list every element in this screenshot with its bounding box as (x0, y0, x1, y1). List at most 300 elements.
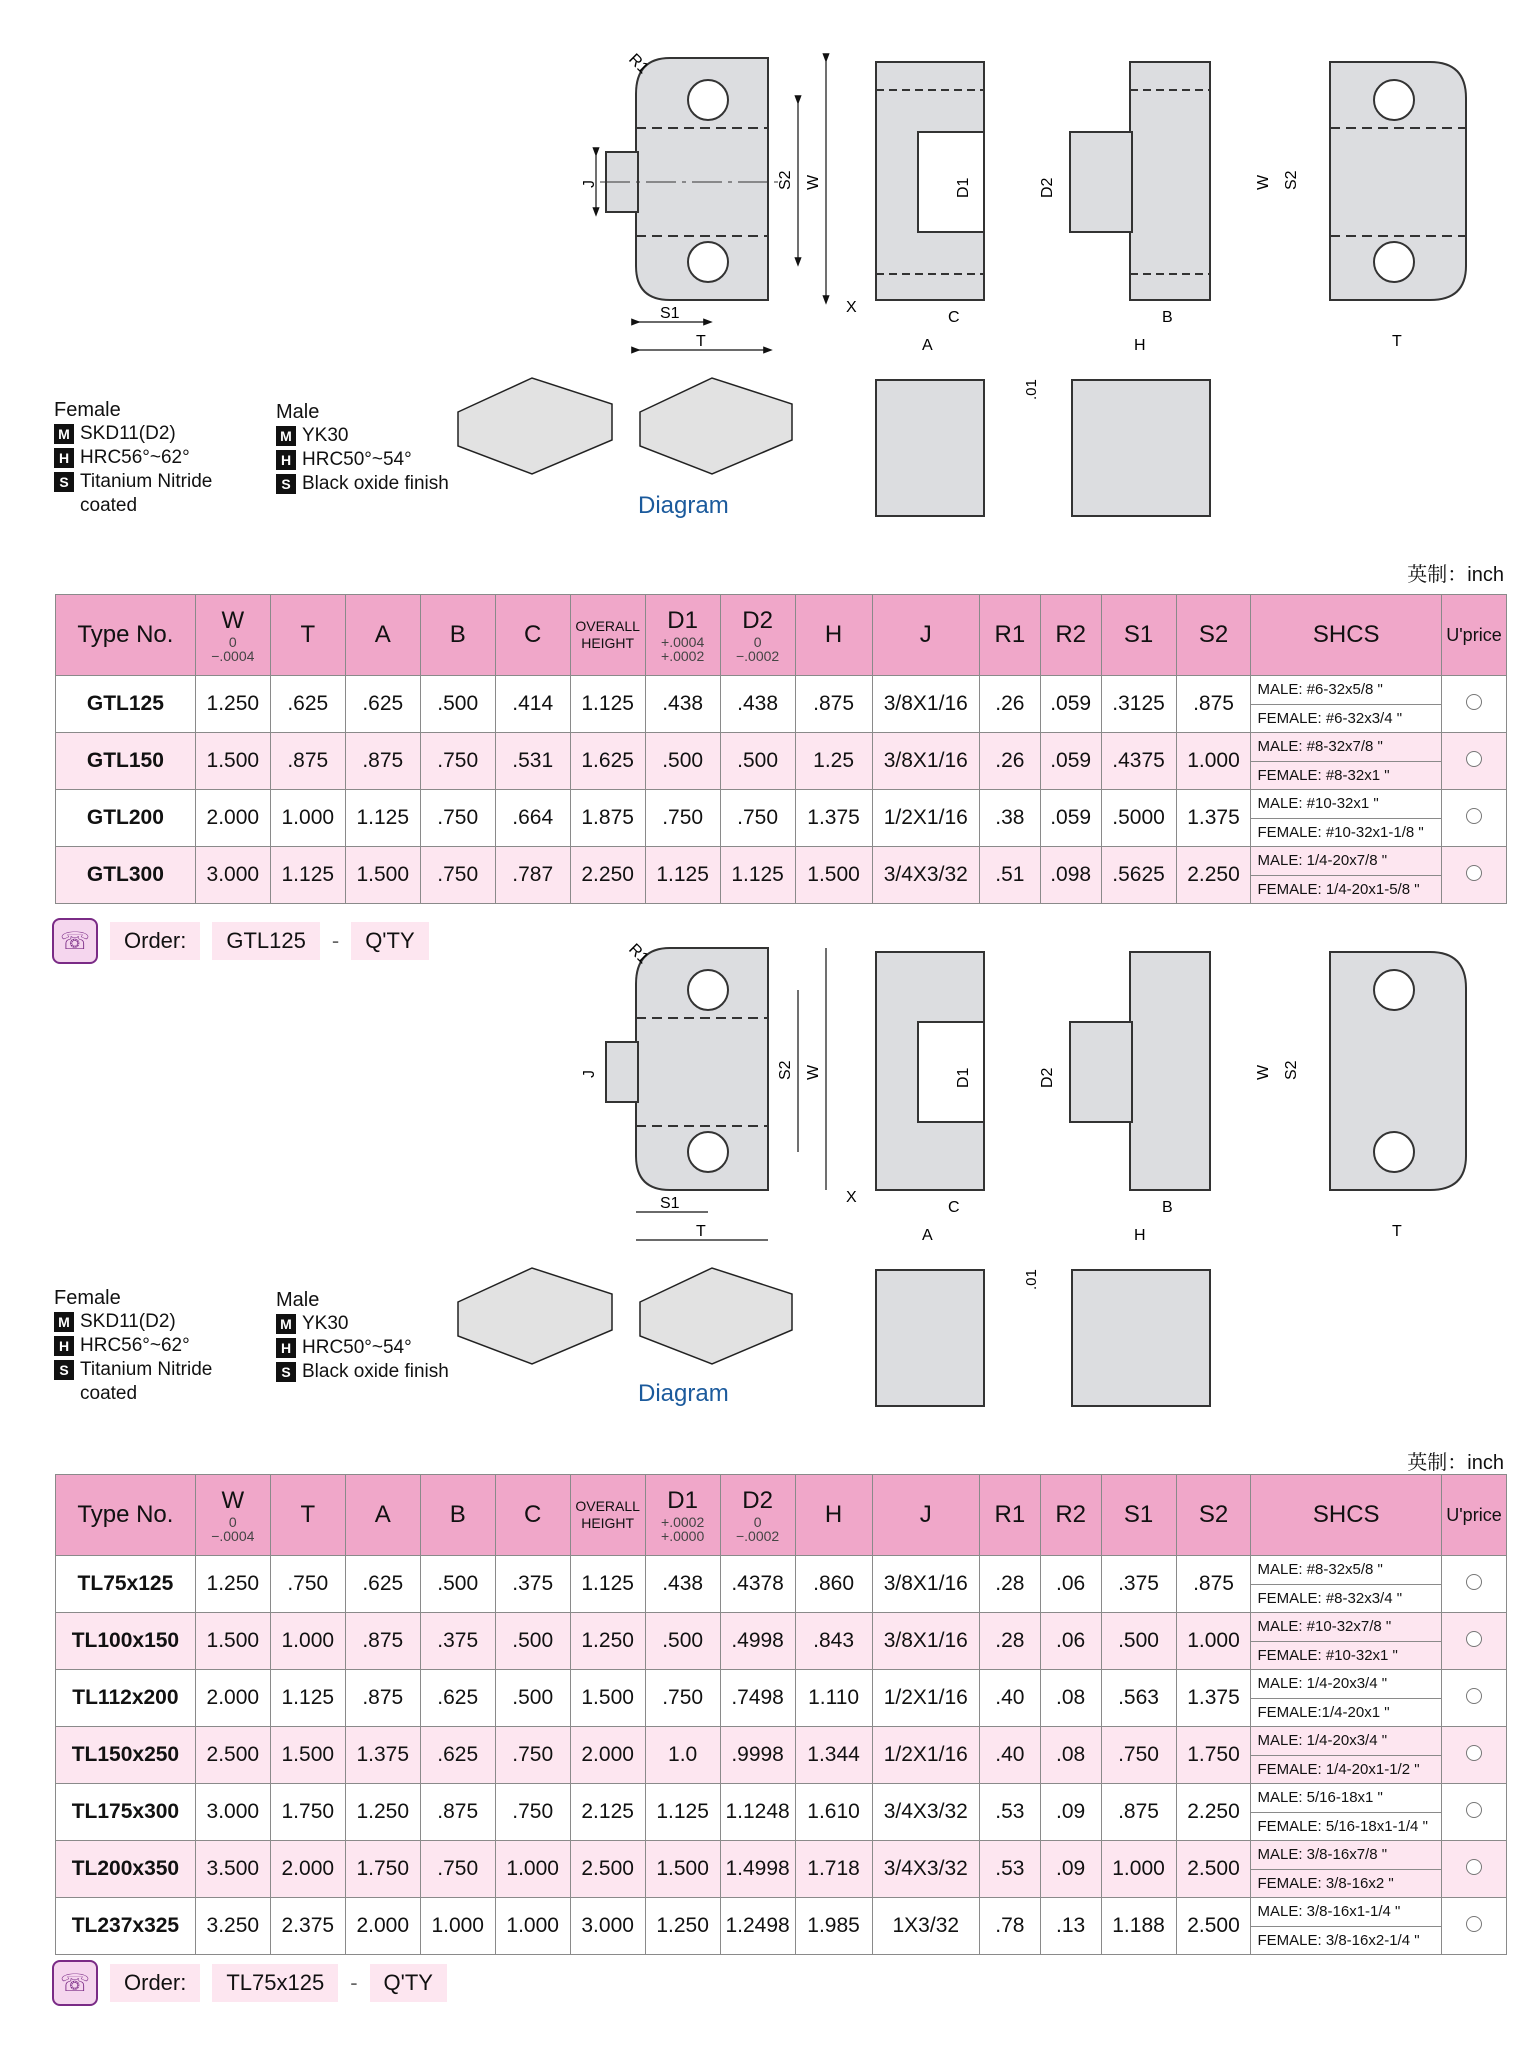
type-cell: GTL200 (56, 790, 196, 847)
cell-w: 1.500 (195, 733, 270, 790)
select-radio[interactable] (1466, 1631, 1482, 1647)
shcs-female: FEMALE: #8-32x1 " (1257, 766, 1390, 784)
shcs-cell (1251, 1727, 1441, 1784)
cell-t: 1.000 (270, 1613, 345, 1670)
cell-t: .875 (270, 733, 345, 790)
cell-s2: 1.000 (1176, 733, 1251, 790)
cell-c: .531 (495, 733, 570, 790)
male-hardness: HRC50°~54° (302, 1337, 412, 1358)
cell-c: .750 (495, 1784, 570, 1841)
order-qty[interactable]: Q'TY (351, 922, 428, 960)
order-code[interactable]: TL75x125 (212, 1964, 338, 2002)
cell-r2: .09 (1040, 1784, 1101, 1841)
dim-a: A (922, 1227, 933, 1244)
cell-s1: .500 (1101, 1613, 1176, 1670)
cell-d1: .750 (645, 1670, 720, 1727)
cell-c: .500 (495, 1613, 570, 1670)
hardness-icon: H (276, 1338, 296, 1358)
select-radio[interactable] (1466, 1802, 1482, 1818)
cell-oh: 2.000 (570, 1727, 645, 1784)
col-s2: S2 (1176, 595, 1251, 676)
male-side-view (1070, 952, 1210, 1190)
dim-h: H (1134, 337, 1146, 354)
cell-w: 1.250 (195, 676, 270, 733)
shcs-female: FEMALE: #6-32x3/4 " (1257, 709, 1403, 727)
unit-label: 英制：inch (1407, 564, 1504, 586)
dim-s1: S1 (660, 1195, 680, 1212)
cell-b: .750 (420, 733, 495, 790)
cell-s2: 1.375 (1176, 790, 1251, 847)
cell-r1: .28 (979, 1613, 1040, 1670)
cell-a: .625 (345, 1556, 420, 1613)
phone-icon[interactable]: ☏ (52, 918, 98, 964)
dim-b: B (1162, 1199, 1173, 1216)
col-w: W 0 −.0004 (195, 595, 270, 676)
cell-d2: .438 (720, 676, 795, 733)
cell-a: 1.375 (345, 1727, 420, 1784)
col-d1: D1 +.0002 +.0000 (645, 1475, 720, 1556)
type-cell: GTL125 (56, 676, 196, 733)
dim-j: J (581, 180, 598, 188)
dim-a: A (922, 337, 933, 354)
cell-t: .625 (270, 676, 345, 733)
cell-h: 1.718 (795, 1841, 872, 1898)
male-materials (276, 1288, 449, 1384)
female-material: SKD11(D2) (80, 423, 176, 444)
cell-oh: 1.625 (570, 733, 645, 790)
female-surface-2: coated (80, 495, 138, 516)
cell-s1: .875 (1101, 1784, 1176, 1841)
col-a: A (345, 595, 420, 676)
material-icon: M (54, 424, 74, 444)
cell-j: 1/2X1/16 (872, 1727, 979, 1784)
type-cell: TL75x125 (56, 1556, 196, 1613)
female-surface: Titanium Nitride (80, 1359, 213, 1380)
dim-s2: S2 (777, 1060, 794, 1080)
male-heading: Male (276, 401, 320, 423)
male-hardness: HRC50°~54° (302, 449, 412, 470)
cell-a: 1.250 (345, 1784, 420, 1841)
cell-j: 3/8X1/16 (872, 733, 979, 790)
cell-r1: .26 (979, 733, 1040, 790)
cell-d1: .500 (645, 1613, 720, 1670)
shcs-cell (1251, 1841, 1441, 1898)
shcs-male: MALE: #8-32x7/8 " (1251, 733, 1440, 762)
select-radio[interactable] (1466, 751, 1482, 767)
section-tl (0, 890, 1540, 2060)
cell-d2: 1.1248 (720, 1784, 795, 1841)
cell-s1: .3125 (1101, 676, 1176, 733)
cell-h: 1.110 (795, 1670, 872, 1727)
cell-w: 1.500 (195, 1613, 270, 1670)
cell-j: 1/2X1/16 (872, 790, 979, 847)
shcs-male: MALE: #8-32x5/8 " (1251, 1556, 1440, 1585)
male-front-view (1330, 952, 1466, 1190)
cell-a: .625 (345, 676, 420, 733)
male-material: YK30 (302, 425, 349, 446)
cell-s1: .5625 (1101, 847, 1176, 904)
cell-t: 1.000 (270, 790, 345, 847)
cell-oh: 1.125 (570, 1556, 645, 1613)
shcs-male: MALE: #10-32x1 " (1251, 790, 1440, 819)
cell-d2: 1.125 (720, 847, 795, 904)
isometric-parts (458, 1268, 792, 1364)
cell-b: .750 (420, 790, 495, 847)
dim-s1: S1 (660, 305, 680, 322)
col-b: B (420, 1475, 495, 1556)
cell-r2: .06 (1040, 1556, 1101, 1613)
col-r2: R2 (1040, 1475, 1101, 1556)
female-surface-2: coated (80, 1383, 138, 1404)
cell-c: .500 (495, 1670, 570, 1727)
cell-r1: .78 (979, 1898, 1040, 1955)
bottom-views (876, 380, 1210, 516)
cell-b: .750 (420, 847, 495, 904)
order-qty[interactable]: Q'TY (370, 1964, 447, 2002)
col-s2: S2 (1176, 1475, 1251, 1556)
cell-d2: .4998 (720, 1613, 795, 1670)
cell-s1: .375 (1101, 1556, 1176, 1613)
col-r1: R1 (979, 595, 1040, 676)
cell-oh: 1.500 (570, 1670, 645, 1727)
cell-d1: .438 (645, 1556, 720, 1613)
cell-s2: .875 (1176, 1556, 1251, 1613)
diagram-label: Diagram (638, 492, 729, 519)
shcs-male: MALE: 3/8-16x1-1/4 " (1251, 1898, 1440, 1927)
cell-b: .875 (420, 1784, 495, 1841)
dim-w-male: W (1255, 174, 1272, 190)
surface-icon: S (276, 474, 296, 494)
shcs-male: MALE: 3/8-16x7/8 " (1251, 1841, 1440, 1870)
cell-j: 3/4X3/32 (872, 1784, 979, 1841)
col-overall: OVERALL HEIGHT (570, 595, 645, 676)
cell-s2: 2.250 (1176, 1784, 1251, 1841)
cell-r1: .26 (979, 676, 1040, 733)
cell-oh: 1.875 (570, 790, 645, 847)
shcs-male: MALE: 1/4-20x3/4 " (1251, 1727, 1440, 1756)
cell-a: 1.750 (345, 1841, 420, 1898)
shcs-female: FEMALE: 3/8-16x2-1/4 " (1257, 1931, 1420, 1949)
hardness-icon: H (276, 450, 296, 470)
col-t: T (270, 1475, 345, 1556)
surface-icon: S (54, 472, 74, 492)
cell-d2: 1.4998 (720, 1841, 795, 1898)
cell-d2: .7498 (720, 1670, 795, 1727)
bottom-views (876, 1270, 1210, 1406)
col-a: A (345, 1475, 420, 1556)
cell-j: 3/4X3/32 (872, 847, 979, 904)
col-w: W 0 −.0004 (195, 1475, 270, 1556)
cell-s1: 1.000 (1101, 1841, 1176, 1898)
cell-t: 1.500 (270, 1727, 345, 1784)
cell-w: 2.500 (195, 1727, 270, 1784)
table-row (56, 1841, 1507, 1898)
table-row (56, 733, 1507, 790)
cell-r2: .059 (1040, 676, 1101, 733)
female-materials (54, 1286, 212, 1406)
col-j: J (872, 595, 979, 676)
order-label: Order: (110, 922, 200, 960)
type-cell: TL237x325 (56, 1898, 196, 1955)
cell-oh: 3.000 (570, 1898, 645, 1955)
col-t: T (270, 595, 345, 676)
cell-d1: 1.0 (645, 1727, 720, 1784)
dim-t-male: T (1392, 1223, 1402, 1240)
cell-r1: .38 (979, 790, 1040, 847)
dim-t: T (696, 1223, 706, 1240)
male-materials (276, 400, 449, 496)
type-cell: TL175x300 (56, 1784, 196, 1841)
dim-s2-male: S2 (1283, 1060, 1300, 1080)
uprice-cell (1441, 1727, 1506, 1784)
select-radio[interactable] (1466, 694, 1482, 710)
cell-d2: .750 (720, 790, 795, 847)
dim-tol: .01 (1023, 1269, 1040, 1290)
cell-oh: 1.250 (570, 1613, 645, 1670)
dim-d1: D1 (955, 177, 972, 198)
cell-r1: .40 (979, 1670, 1040, 1727)
cell-b: .625 (420, 1727, 495, 1784)
cell-j: 1X3/32 (872, 1898, 979, 1955)
material-icon: M (54, 1312, 74, 1332)
col-d2: D2 0 −.0002 (720, 1475, 795, 1556)
cell-d2: .500 (720, 733, 795, 790)
shcs-cell (1251, 733, 1441, 790)
hardness-icon: H (54, 448, 74, 468)
female-surface: Titanium Nitride (80, 471, 213, 492)
cell-w: 2.000 (195, 1670, 270, 1727)
shcs-cell (1251, 1898, 1441, 1955)
dim-d2: D2 (1039, 1067, 1056, 1088)
cell-d1: 1.500 (645, 1841, 720, 1898)
dim-b: B (1162, 309, 1173, 326)
type-cell: GTL300 (56, 847, 196, 904)
cell-w: 1.250 (195, 1556, 270, 1613)
cell-c: 1.000 (495, 1898, 570, 1955)
type-cell: TL200x350 (56, 1841, 196, 1898)
col-s1: S1 (1101, 1475, 1176, 1556)
section-gtl (0, 0, 1540, 960)
cell-d2: .4378 (720, 1556, 795, 1613)
cell-r2: .059 (1040, 733, 1101, 790)
select-radio[interactable] (1466, 1745, 1482, 1761)
table-row (56, 1727, 1507, 1784)
cell-j: 3/8X1/16 (872, 1556, 979, 1613)
shcs-male: MALE: 1/4-20x3/4 " (1251, 1670, 1440, 1699)
isometric-parts (458, 378, 792, 474)
dim-tol: .01 (1023, 379, 1040, 400)
col-h: H (795, 595, 872, 676)
cell-t: 2.000 (270, 1841, 345, 1898)
type-cell: GTL150 (56, 733, 196, 790)
dim-j: J (581, 1070, 598, 1078)
cell-s1: 1.188 (1101, 1898, 1176, 1955)
dim-w-male: W (1255, 1064, 1272, 1080)
uprice-cell (1441, 676, 1506, 733)
shcs-cell (1251, 790, 1441, 847)
order-label: Order: (110, 1964, 200, 2002)
cell-s2: .875 (1176, 676, 1251, 733)
cell-h: .843 (795, 1613, 872, 1670)
shcs-male: MALE: 5/16-18x1 " (1251, 1784, 1440, 1813)
col-d1: D1 +.0004 +.0002 (645, 595, 720, 676)
cell-oh: 1.125 (570, 676, 645, 733)
table-row (56, 1670, 1507, 1727)
cell-s2: 1.750 (1176, 1727, 1251, 1784)
type-cell: TL112x200 (56, 1670, 196, 1727)
cell-t: 1.125 (270, 1670, 345, 1727)
cell-r1: .51 (979, 847, 1040, 904)
cell-b: .375 (420, 1613, 495, 1670)
type-cell: TL150x250 (56, 1727, 196, 1784)
order-sep: - (331, 928, 340, 953)
cell-r2: .08 (1040, 1670, 1101, 1727)
shcs-female: FEMALE: 5/16-18x1-1/4 " (1257, 1817, 1428, 1835)
material-icon: M (276, 426, 296, 446)
dim-s2: S2 (777, 170, 794, 190)
cell-j: 1/2X1/16 (872, 1670, 979, 1727)
table-row (56, 1613, 1507, 1670)
cell-h: 1.610 (795, 1784, 872, 1841)
dim-d1: D1 (955, 1067, 972, 1088)
cell-d2: 1.2498 (720, 1898, 795, 1955)
unit-label: 英制：inch (1407, 1452, 1504, 1474)
spec-table-gtl (55, 594, 1507, 904)
cell-d1: .500 (645, 733, 720, 790)
cell-b: 1.000 (420, 1898, 495, 1955)
uprice-cell (1441, 1898, 1506, 1955)
cell-d1: 1.125 (645, 1784, 720, 1841)
col-h: H (795, 1475, 872, 1556)
col-r1: R1 (979, 1475, 1040, 1556)
technical-drawing (0, 0, 1540, 540)
cell-b: .500 (420, 1556, 495, 1613)
cell-w: 3.500 (195, 1841, 270, 1898)
col-overall: OVERALL HEIGHT (570, 1475, 645, 1556)
cell-j: 3/8X1/16 (872, 1613, 979, 1670)
cell-w: 3.000 (195, 847, 270, 904)
dim-w: W (805, 1064, 822, 1080)
cell-r2: .13 (1040, 1898, 1101, 1955)
shcs-female: FEMALE: #10-32x1 " (1257, 1646, 1398, 1664)
select-radio[interactable] (1466, 1688, 1482, 1704)
shcs-cell (1251, 1556, 1441, 1613)
select-radio[interactable] (1466, 1916, 1482, 1932)
hardness-icon: H (54, 1336, 74, 1356)
female-heading: Female (54, 1287, 121, 1309)
table-row (56, 676, 1507, 733)
cell-h: 1.344 (795, 1727, 872, 1784)
male-surface: Black oxide finish (302, 473, 449, 494)
col-type: Type No. (56, 1475, 196, 1556)
technical-drawing (0, 890, 1540, 1430)
uprice-cell (1441, 1841, 1506, 1898)
dim-w: W (805, 174, 822, 190)
material-icon: M (276, 1314, 296, 1334)
cell-r1: .40 (979, 1727, 1040, 1784)
cell-s1: .563 (1101, 1670, 1176, 1727)
cell-s2: 2.250 (1176, 847, 1251, 904)
cell-b: .750 (420, 1841, 495, 1898)
cell-j: 3/4X3/32 (872, 1841, 979, 1898)
dim-c: C (948, 309, 960, 326)
cell-oh: 2.250 (570, 847, 645, 904)
cell-s1: .750 (1101, 1727, 1176, 1784)
male-heading: Male (276, 1289, 320, 1311)
type-cell: TL100x150 (56, 1613, 196, 1670)
phone-icon[interactable]: ☏ (52, 1960, 98, 2006)
female-front-view (600, 58, 780, 300)
dim-x: X (846, 299, 857, 316)
cell-r1: .53 (979, 1841, 1040, 1898)
table-row (56, 1898, 1507, 1955)
cell-oh: 2.500 (570, 1841, 645, 1898)
cell-b: .500 (420, 676, 495, 733)
shcs-female: FEMALE:1/4-20x1 " (1257, 1703, 1390, 1721)
surface-icon: S (276, 1362, 296, 1382)
shcs-cell (1251, 1613, 1441, 1670)
cell-r2: .059 (1040, 790, 1101, 847)
col-c: C (495, 595, 570, 676)
cell-c: .414 (495, 676, 570, 733)
order-sep: - (350, 1970, 358, 1995)
male-surface: Black oxide finish (302, 1361, 449, 1382)
dim-x: X (846, 1189, 857, 1206)
col-c: C (495, 1475, 570, 1556)
uprice-cell (1441, 1613, 1506, 1670)
shcs-female: FEMALE: #8-32x3/4 " (1257, 1589, 1403, 1607)
cell-s1: .5000 (1101, 790, 1176, 847)
col-s1: S1 (1101, 595, 1176, 676)
cell-h: 1.500 (795, 847, 872, 904)
select-radio[interactable] (1466, 1859, 1482, 1875)
female-hardness: HRC56°~62° (80, 1335, 190, 1356)
col-shcs: SHCS (1251, 595, 1441, 676)
dim-r1: R1 (625, 940, 652, 968)
female-front-view (606, 948, 768, 1190)
select-radio[interactable] (1466, 865, 1482, 881)
col-uprice: U'price (1441, 595, 1506, 676)
cell-a: 2.000 (345, 1898, 420, 1955)
spec-table-tl (55, 1474, 1507, 1955)
cell-d1: 1.125 (645, 847, 720, 904)
shcs-cell (1251, 1784, 1441, 1841)
order-code[interactable]: GTL125 (212, 922, 320, 960)
dim-c: C (948, 1199, 960, 1216)
uprice-cell (1441, 790, 1506, 847)
cell-r1: .28 (979, 1556, 1040, 1613)
cell-c: .664 (495, 790, 570, 847)
female-hardness: HRC56°~62° (80, 447, 190, 468)
col-uprice: U'price (1441, 1475, 1506, 1556)
dim-r1: R1 (625, 50, 652, 78)
dim-d2: D2 (1039, 177, 1056, 198)
select-radio[interactable] (1466, 1574, 1482, 1590)
dim-h: H (1134, 1227, 1146, 1244)
cell-b: .625 (420, 1670, 495, 1727)
cell-t: 1.125 (270, 847, 345, 904)
cell-c: .375 (495, 1556, 570, 1613)
shcs-cell (1251, 1670, 1441, 1727)
cell-s2: 2.500 (1176, 1841, 1251, 1898)
table-row (56, 790, 1507, 847)
select-radio[interactable] (1466, 808, 1482, 824)
uprice-cell (1441, 1670, 1506, 1727)
cell-s2: 1.375 (1176, 1670, 1251, 1727)
cell-d2: .9998 (720, 1727, 795, 1784)
cell-h: 1.985 (795, 1898, 872, 1955)
cell-h: 1.25 (795, 733, 872, 790)
